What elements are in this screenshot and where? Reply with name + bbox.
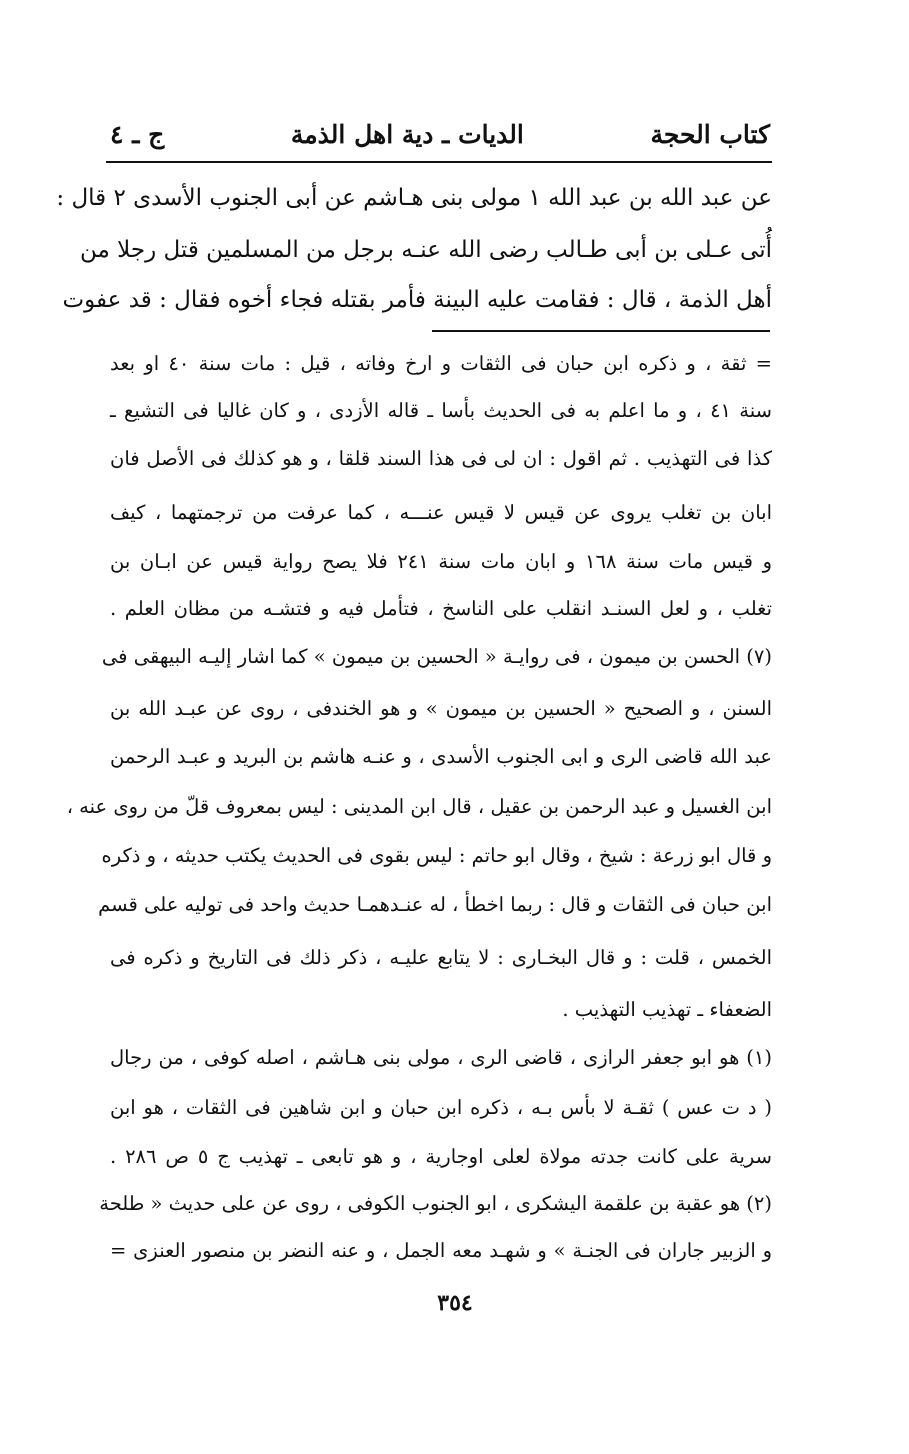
- footnote-separator: [432, 330, 770, 332]
- footnote-line: ابان بن تغلب يروى عن قيس لا قيس عنـــه ، كما عرفت من ترجمتهما ، كيف: [110, 501, 772, 524]
- footnote-line: ( د ت عس ) ثقـة لا بأس بـه ، ذكره ابن حبان و ابن شاهين فى الثقات ، هو ابن: [110, 1096, 772, 1119]
- running-header: [110, 112, 770, 156]
- text-line: أُتى عـلى بن أبى طـالب رضى الله عنـه برجل من المسلمين قتل رجلا من: [79, 237, 772, 263]
- footnote-line: (١) هو ابو جعفر الرازى ، قاضى الرى ، مولى بنى هـاشم ، اصله كوفى ، من رجال: [110, 1046, 772, 1069]
- volume-number: ج ـ ٤: [110, 119, 165, 149]
- footnote-line: السنن ، و الصحيح « الحسين بن ميمون » و هو الخندفى ، روى عن عبـد الله بن: [110, 697, 772, 720]
- chapter-title: الديات ـ دية اهل الذمة: [290, 119, 524, 149]
- footnote-line: كذا فى التهذيب . ثم اقول : ان لى فى هذا السند قلقا ، و هو كذلك فى الأصل فان: [110, 447, 772, 470]
- footnote-line: = ثقة ، و ذكره ابن حبان فى الثقات و ارخ وفاته ، قيل : مات سنة ٤٠ او بعد: [110, 352, 772, 375]
- footnote-line: الخمس ، قلت : و قال البخـارى : لا يتابع عليـه ، ذكر ذلك فى التاريخ و ذكره فى: [110, 946, 772, 969]
- page-number: ٣٥٤: [437, 1290, 473, 1316]
- footnote-line: (٢) هو عقبة بن علقمة اليشكرى ، ابو الجنوب الكوفى ، روى عن على حديث « طلحة: [99, 1192, 772, 1215]
- footnote-line: (٧) الحسن بن ميمون ، فى روايـة « الحسين بن ميمون » كما اشار إليـه البيهقى فى: [101, 645, 772, 668]
- footnote-line: عبد الله قاضى الرى و ابى الجنوب الأسدى ، و عنـه هاشم بن البريد و عبـد الرحمن: [110, 745, 772, 768]
- text-line: أهل الذمة ، قال : فقامت عليه البينة فأمر بقتله فجاء أخوه فقال : قد عفوت: [62, 287, 772, 313]
- header-rule: [106, 161, 772, 163]
- footnote-line: الضعفاء ـ تهذيب التهذيب .: [562, 998, 772, 1021]
- footnote-line: سنة ٤١ ، و ما اعلم به فى الحديث بأسا ـ قاله الأزدى ، و كان غاليا فى التشيع ـ: [110, 399, 772, 422]
- footnote-line: و قيس مات سنة ١٦٨ و ابان مات سنة ٢٤١ فلا يصح رواية قيس عن ابـان بن: [110, 550, 773, 573]
- footnote-line: سرية على كانت جدته مولاة لعلى اوجارية ، و هو تابعى ـ تهذيب ج ٥ ص ٢٨٦ .: [110, 1145, 772, 1168]
- footnote-line: و الزبير جاران فى الجنـة » و شهـد معه الجمل ، و عنه النضر بن منصور العنزى =: [110, 1239, 772, 1262]
- footnote-line: ابن حبان فى الثقات و قال : ربما اخطأ ، له عنـدهمـا حديث واحد فى توليه على قسم: [98, 893, 772, 916]
- footnote-line: و قال ابو زرعة : شيخ ، وقال ابو حاتم : ليس بقوى فى الحديث يكتب حديثه ، و ذكره: [101, 844, 772, 867]
- footnote-line: تغلب ، و لعل السنـد انقلب على الناسخ ، فتأمل فيه و فتشـه من مظان العلم .: [110, 597, 772, 620]
- footnote-line: ابن الغسيل و عبد الرحمن بن عقيل ، قال ابن المدينى : ليس بمعروف قلّ من روى عنه ،: [66, 795, 772, 818]
- book-title: كتاب الحجة: [650, 119, 770, 149]
- text-line: عن عبد الله بن عبد الله ١ مولى بنى هـاشم عن أبى الجنوب الأسدى ٢ قال :: [56, 185, 772, 211]
